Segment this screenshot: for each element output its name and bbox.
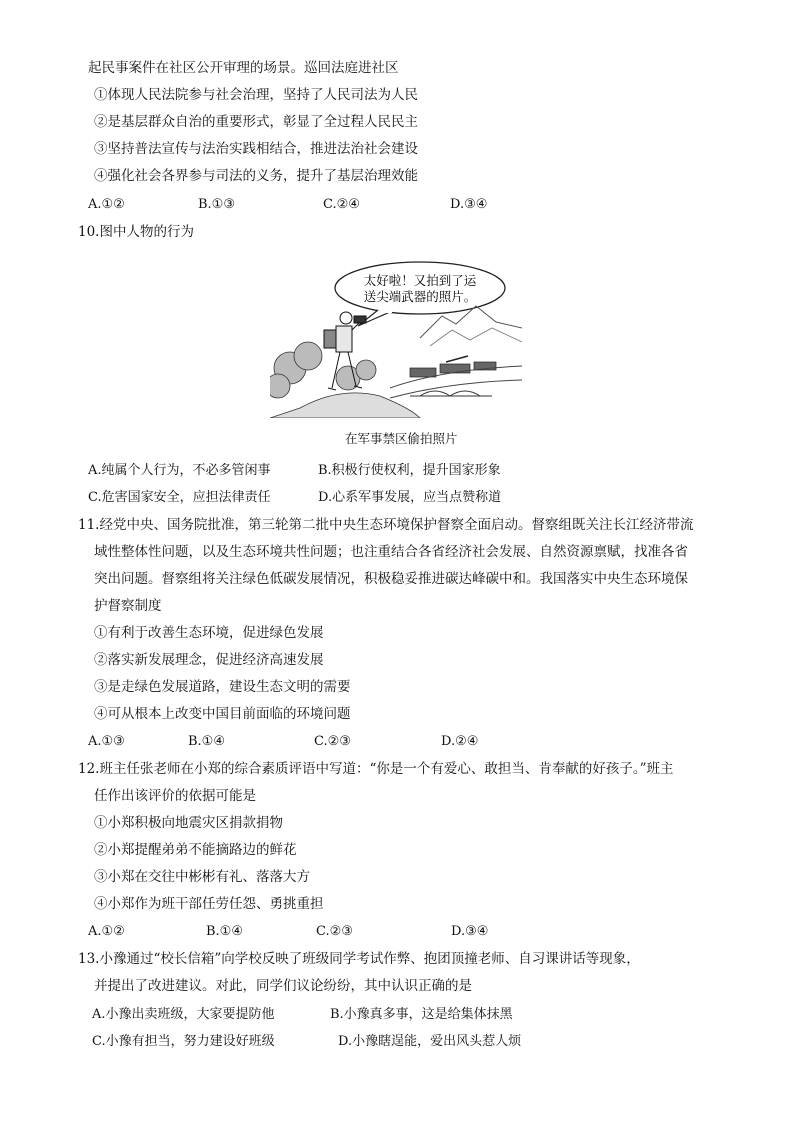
q13-stem-line-2: 并提出了改进建议。对此，同学们议论纷纷，其中认识正确的是 [94,978,472,994]
q10-option-c: C.危害国家安全，应担法律责任 [88,490,271,505]
speech-line-1: 太好啦！又拍到了运 [363,273,477,288]
q12-stem-line-1: 12.班主任张老师在小郑的综合素质评语中写道：“你是一个有爱心、敢担当、肯奉献的好孩子。”班主 [78,761,674,777]
q12-stem-line-2: 任作出该评价的依据可能是 [94,788,256,804]
q10-stem: 10.图中人物的行为 [78,224,194,240]
q13-stem-line-1: 13.小豫通过“校长信箱”向学校反映了班级同学考试作弊、抱团顶撞老师、自习课讲话等现象， [78,951,640,967]
q12-item-3: ③小郑在交往中彬彬有礼、落落大方 [94,869,310,885]
q9-item-4: ④强化社会各界参与司法的义务，提升了基层治理效能 [94,168,418,184]
q12-option-d: D.③④ [451,924,489,939]
q11-stem-line-4: 护督察制度 [94,598,162,614]
q13-option-b: B.小豫真多事，这是给集体抹黑 [330,1007,513,1022]
q11-stem-line-1: 11.经党中央、国务院批准，第三轮第二批中央生态环境保护督察全面启动。督察组既关注长江经济带流 [78,517,694,533]
q12-item-1: ①小郑积极向地震灾区捐款捐物 [94,815,283,831]
q11-stem-line-2: 域性整体性问题，以及生态环境共性问题；也注重结合各省经济社会发展、自然资源禀赋，找准各省 [94,544,688,560]
q9-item-2: ②是基层群众自治的重要形式，彰显了全过程人民民主 [94,114,418,130]
q13-option-c: C.小豫有担当，努力建设好班级 [92,1034,275,1049]
q11-item-1: ①有利于改善生态环境，促进绿色发展 [94,625,324,641]
q11-item-4: ④可从根本上改变中国目前面临的环境问题 [94,706,351,722]
q9-option-b: B.①③ [198,197,235,212]
q12-item-4: ④小郑作为班干部任劳任怨、勇挑重担 [94,896,324,912]
q12-item-2: ②小郑提醒弟弟不能摘路边的鲜花 [94,842,297,858]
q10-option-b: B.积极行使权利，提升国家形象 [318,463,501,478]
q9-stem-tail: 起民事案件在社区公开审理的场景。巡回法庭进社区 [88,60,399,76]
q9-option-a: A.①② [88,197,125,212]
q11-option-c: C.②③ [314,734,351,749]
q11-option-a: A.①③ [88,734,125,749]
q11-stem-line-3: 突出问题。督察组将关注绿色低碳发展情况，积极稳妥推进碳达峰碳中和。我国落实中央生态环境保 [94,571,688,587]
cartoon-caption: 在军事禁区偷拍照片 [345,431,458,446]
q11-item-2: ②落实新发展理念，促进经济高速发展 [94,652,324,668]
q12-option-b: B.①④ [206,924,243,939]
military-convoy [410,356,496,377]
q11-option-d: D.②④ [441,734,479,749]
q10-option-a: A.纯属个人行为，不必多管闲事 [88,463,271,478]
q12-option-c: C.②③ [316,924,353,939]
q13-option-a: A.小豫出卖班级，大家要提防他 [92,1007,275,1022]
speech-bubble [335,262,505,314]
q13-option-d: D.小豫瞎逞能，爱出风头惹人烦 [338,1034,522,1049]
q9-item-3: ③坚持普法宣传与法治实践相结合，推进法治社会建设 [94,141,418,157]
q10-option-d: D.心系军事发展，应当点赞称道 [318,490,502,505]
q9-option-d: D.③④ [450,197,488,212]
speech-line-2: 送尖端武器的照片。 [363,289,477,304]
q11-option-b: B.①④ [188,734,225,749]
q11-item-3: ③是走绿色发展道路，建设生态文明的需要 [94,679,351,695]
q12-option-a: A.①② [88,924,125,939]
q9-item-1: ①体现人民法院参与社会治理，坚持了人民司法为人民 [94,87,418,103]
q9-option-c: C.②④ [323,197,360,212]
cartoon-illustration [270,258,522,418]
